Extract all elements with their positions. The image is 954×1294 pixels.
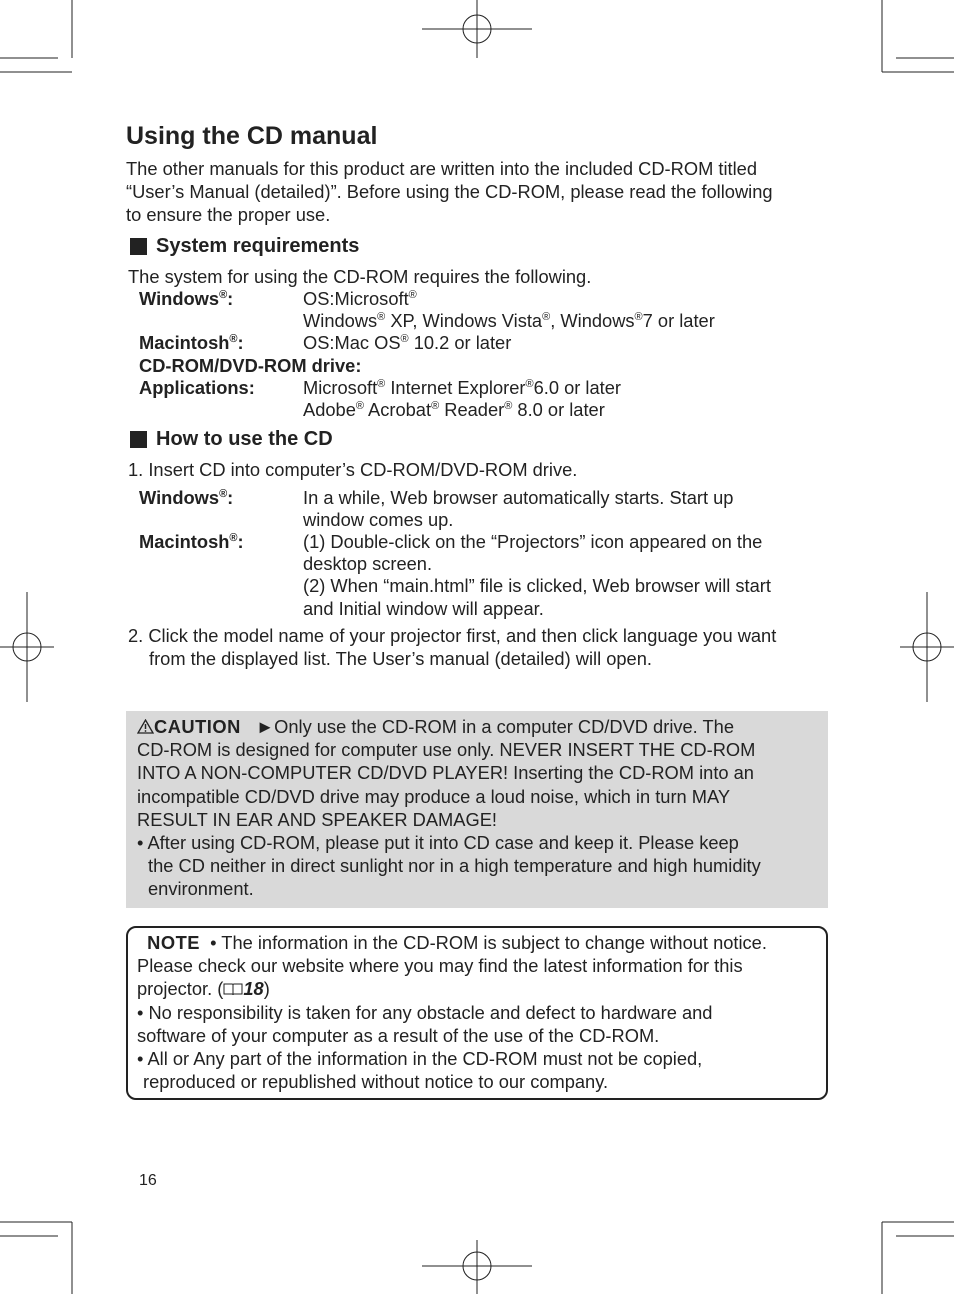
registration-mark-icon [422,1240,532,1294]
sysreq-apps-value-2: Adobe® Acrobat® Reader® 8.0 or later [303,399,605,420]
caution-text: CAUTION ►Only use the CD-ROM in a computer CD/DVD drive. The CD-ROM is designed for computer use only. NEVER INSERT THE CD-ROM INTO A NON-COMPUTER CD/DVD PLAYER! Inserting the CD-ROM into an incompatible CD/DVD drive may produce a loud noise, which in turn MAY RESULT IN EAR AND SPEAKER DAMAGE! • After using CD-ROM, please put it into CD case and keep it. Please keep the CD neither in direct sunlight nor in a high temperature and high humidity environment. [137,716,761,900]
howto-mac-l3: (2) When “main.html” file is clicked, Web browser will start [303,575,771,596]
registration-mark-icon [900,592,954,702]
section-heading-system-requirements: System requirements [130,235,359,258]
book-reference-icon [223,982,243,996]
howto-windows-l2: window comes up. [303,509,454,530]
howto-mac-l2: desktop screen. [303,553,433,574]
howto-step-1: 1. Insert CD into computer’s CD-ROM/DVD-ROM drive. [128,459,578,480]
square-bullet-icon [130,431,147,448]
sysreq-lead: The system for using the CD-ROM requires the following. [128,266,592,287]
crop-mark-icon [882,1222,954,1294]
page-title: Using the CD manual [126,122,378,150]
registration-mark-icon [0,592,54,702]
registration-mark-icon [422,0,532,58]
sysreq-windows-label: Windows®: [139,288,234,309]
sysreq-windows-value-1: OS:Microsoft® [303,288,417,309]
howto-windows-l1: In a while, Web browser automatically starts. Start up [303,487,734,508]
page-number: 16 [139,1172,157,1189]
caution-keyword: CAUTION [154,716,241,737]
howto-step-2-l2: from the displayed list. The User’s manual (detailed) will open. [149,648,652,669]
page-reference-link[interactable]: 18 [243,978,264,1000]
crop-mark-icon [0,1222,72,1294]
sysreq-apps-label: Applications: [139,377,255,398]
note-keyword: NOTE [147,932,200,953]
howto-mac-label: Macintosh®: [139,531,244,552]
warning-triangle-icon [137,719,154,734]
howto-mac-l4: and Initial window will appear. [303,598,544,619]
howto-windows-label: Windows®: [139,487,234,508]
sysreq-mac-value: OS:Mac OS® 10.2 or later [303,332,512,353]
crop-mark-icon [882,0,954,72]
howto-mac-l1: (1) Double-click on the “Projectors” icon appeared on the [303,531,763,552]
section-heading-how-to-use: How to use the CD [130,428,333,451]
crop-mark-icon [0,0,72,72]
note-text: NOTE • The information in the CD-ROM is subject to change without notice. Please check our website where you may find the latest information for this projector. ( 18) • No responsibility is taken for any obstacle and defect to hardware and software of your computer as a result of the use of the CD-ROM. • All or Any part of the information in the CD-ROM must not be copied, reproduced or republished without notice to our company. [137,932,767,1093]
sysreq-windows-value-2: Windows® XP, Windows Vista®, Windows®7 or later [303,310,715,331]
square-bullet-icon [130,238,147,255]
sysreq-mac-label: Macintosh®: [139,332,244,353]
sysreq-apps-value-1: Microsoft® Internet Explorer®6.0 or later [303,377,621,398]
intro-paragraph: The other manuals for this product are written into the included CD-ROM titled “User’s Manual (detailed)”. Before using the CD-ROM, please read the following to ensure the proper use. [126,158,773,225]
sysreq-drive-label: CD-ROM/DVD-ROM drive: [139,355,362,376]
howto-step-2-l1: 2. Click the model name of your projector first, and then click language you want [128,625,777,646]
